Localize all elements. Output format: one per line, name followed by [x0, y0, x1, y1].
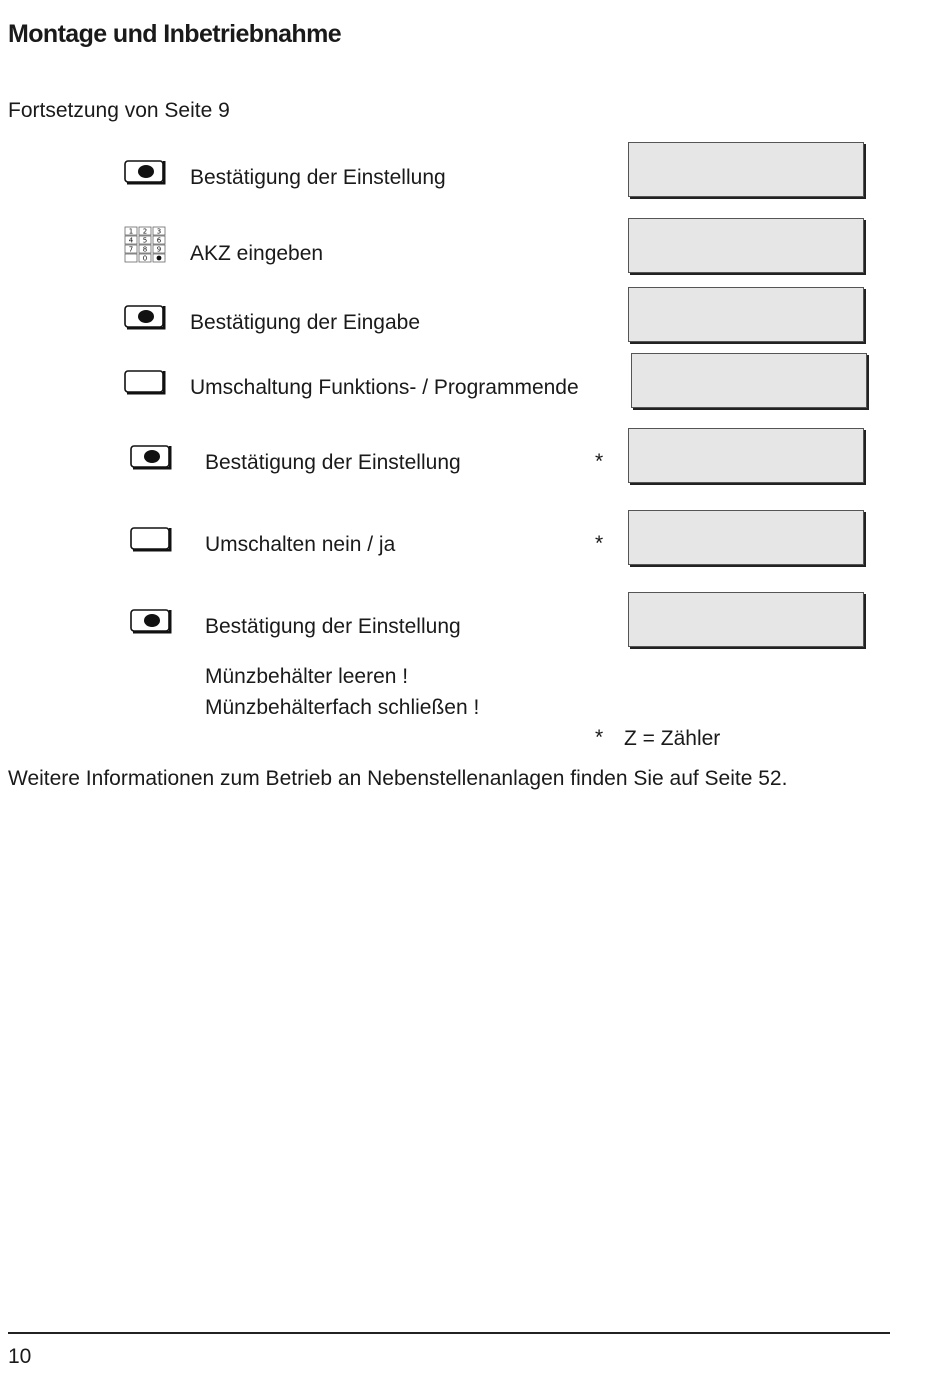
svg-text:2: 2 — [142, 227, 148, 236]
svg-text:7: 7 — [128, 245, 134, 254]
svg-text:6: 6 — [156, 236, 162, 245]
svg-text:5: 5 — [142, 236, 148, 245]
svg-text:9: 9 — [156, 245, 162, 254]
display-field — [628, 287, 864, 342]
page-title: Montage und Inbetriebnahme — [8, 20, 342, 48]
display-field — [628, 218, 864, 273]
svg-text:1: 1 — [128, 227, 134, 236]
display-field — [628, 592, 864, 647]
footnote-text: Z = Zähler — [624, 727, 721, 750]
page-number: 10 — [8, 1345, 32, 1368]
continuation-note: Fortsetzung von Seite 9 — [8, 99, 230, 122]
svg-text:3: 3 — [156, 227, 162, 236]
footnote-marker: * — [595, 450, 604, 473]
display-field — [628, 428, 864, 483]
svg-text:4: 4 — [128, 236, 134, 245]
confirm-key-icon — [130, 609, 172, 635]
footer-rule — [8, 1332, 890, 1334]
step-label: Bestätigung der Einstellung — [205, 451, 461, 474]
svg-text:0: 0 — [142, 254, 148, 263]
toggle-key-icon — [124, 370, 166, 396]
display-field — [628, 510, 864, 565]
step-label: Umschalten nein / ja — [205, 533, 396, 556]
step-label: AKZ eingeben — [190, 242, 324, 265]
further-info-text: Weitere Informationen zum Betrieb an Nebenstellenanlagen finden Sie auf Seite 52. — [8, 767, 788, 790]
instruction-text: Münzbehälter leeren ! — [205, 665, 409, 688]
footnote-marker: * — [595, 532, 604, 555]
step-label: Umschaltung Funktions- / Programmende — [190, 376, 579, 399]
footnote-marker: * — [595, 726, 604, 749]
instruction-text: Münzbehälterfach schließen ! — [205, 696, 480, 719]
confirm-key-icon — [124, 305, 166, 331]
numeric-keypad-icon — [124, 226, 166, 263]
step-label: Bestätigung der Einstellung — [190, 166, 446, 189]
svg-text:8: 8 — [142, 245, 148, 254]
confirm-key-icon — [124, 160, 166, 186]
confirm-key-icon — [130, 445, 172, 471]
toggle-key-icon — [130, 527, 172, 553]
display-field — [631, 353, 867, 408]
step-label: Bestätigung der Einstellung — [205, 615, 461, 638]
step-label: Bestätigung der Eingabe — [190, 311, 421, 334]
display-field — [628, 142, 864, 197]
